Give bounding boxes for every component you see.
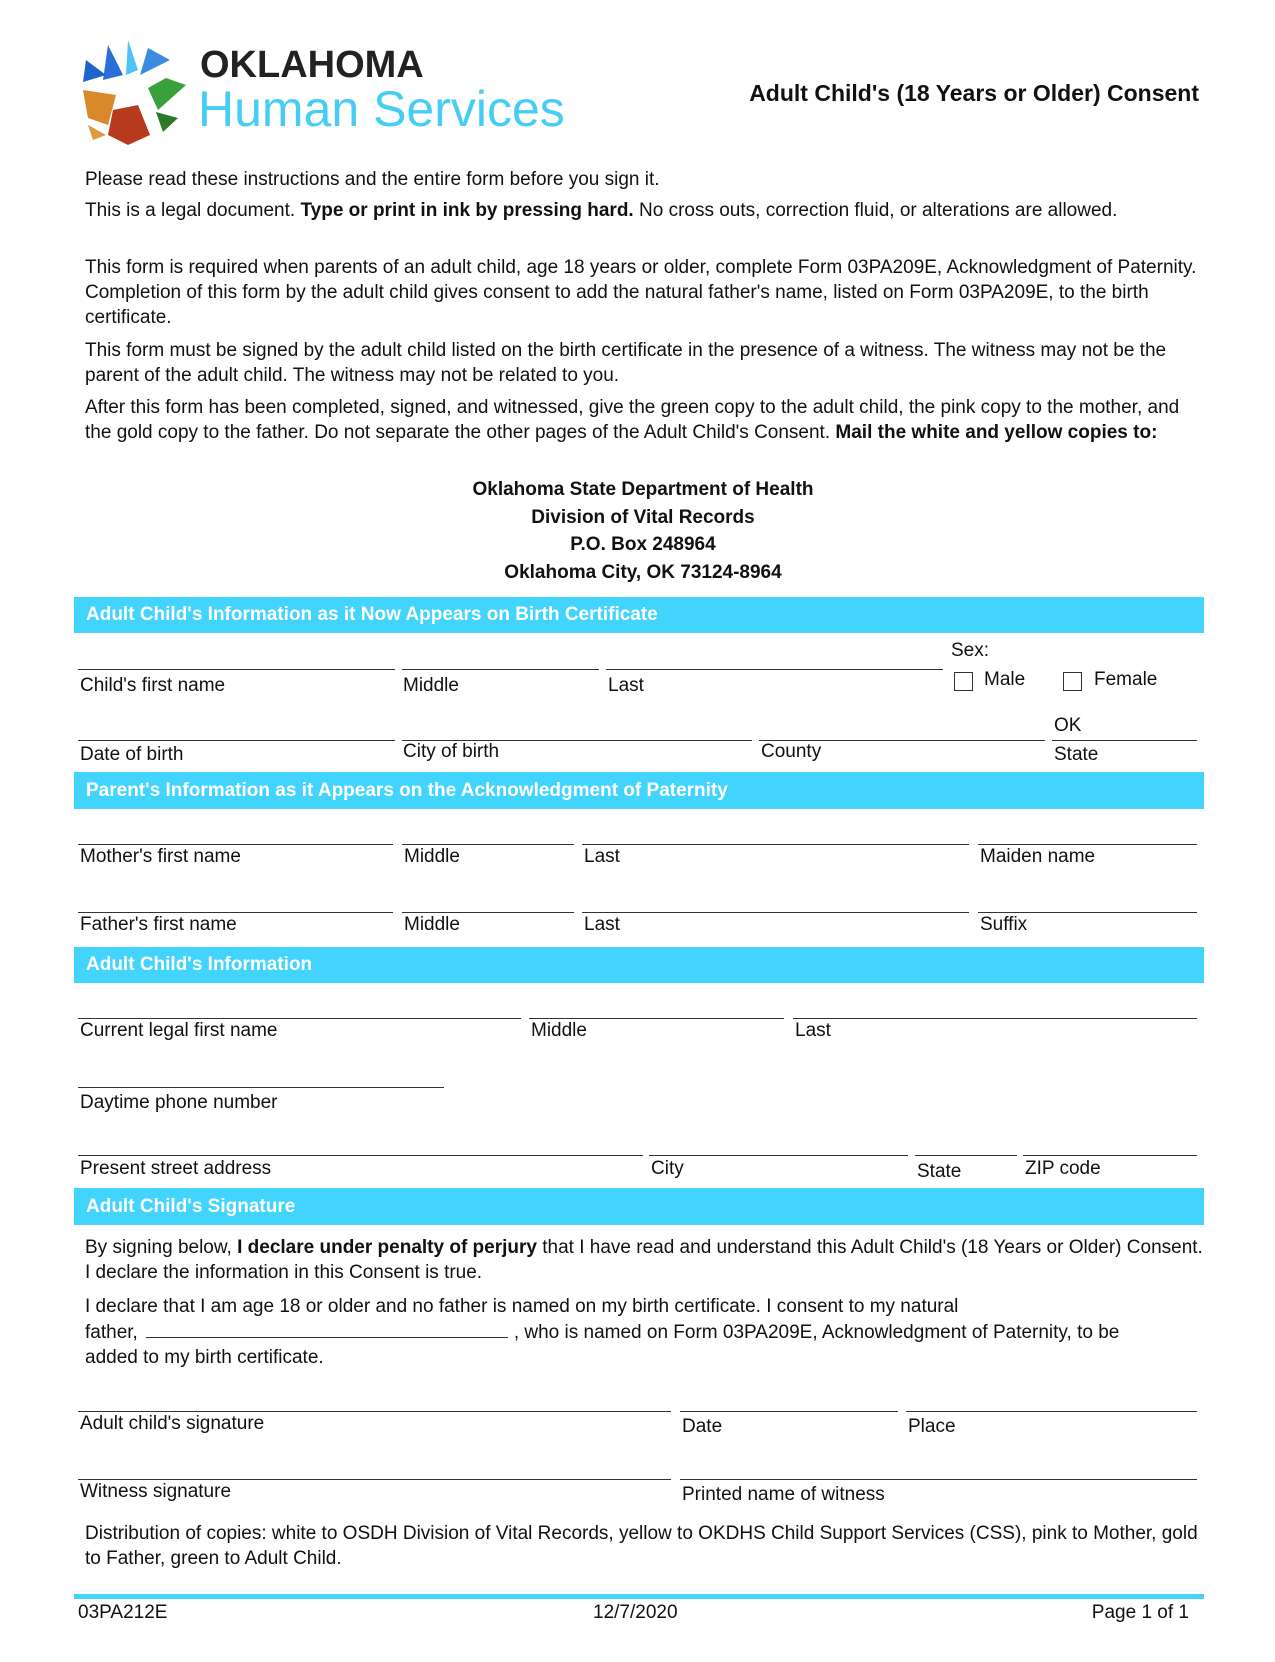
label: Daytime phone number	[80, 1092, 278, 1113]
label: Father's first name	[80, 914, 237, 935]
city-field[interactable]	[649, 1155, 908, 1156]
logo-human-services: Human Services	[198, 81, 565, 137]
page-number: Page 1 of 1	[1091, 1602, 1189, 1623]
label: Date of birth	[80, 744, 184, 765]
female-checkbox[interactable]	[1063, 672, 1082, 691]
label: ZIP code	[1025, 1158, 1101, 1179]
logo-oklahoma: OKLAHOMA	[200, 44, 424, 86]
section-header-signature: Adult Child's Signature	[74, 1188, 1204, 1225]
footer-divider	[74, 1594, 1204, 1599]
date-field[interactable]	[680, 1411, 898, 1412]
section-header-parents: Parent's Information as it Appears on the Acknowledgment of Paternity	[74, 772, 1204, 809]
label: State	[1054, 744, 1099, 765]
current-first-name-field[interactable]	[78, 1018, 521, 1019]
father-first-field[interactable]	[78, 912, 393, 913]
label: Last	[608, 675, 644, 696]
adult-child-signature-field[interactable]	[78, 1411, 671, 1412]
label: City	[651, 1158, 684, 1179]
section-header-birth-certificate: Adult Child's Information as it Now Appears on Birth Certificate	[74, 597, 1204, 633]
witness-signature-field[interactable]	[78, 1479, 671, 1480]
label: Last	[795, 1020, 831, 1041]
label: City of birth	[403, 741, 500, 762]
perjury-declaration: By signing below, I declare under penalty of perjury that I have read and understand this Adult Child's (18 Years or Older) Consent. I declare the information in this Consent is true.	[85, 1237, 1203, 1283]
child-last-field[interactable]	[606, 669, 943, 670]
label: Maiden name	[980, 846, 1096, 867]
instruction-1: Please read these instructions and the entire form before you sign it.	[85, 169, 660, 190]
mother-last-field[interactable]	[582, 844, 969, 845]
father-name-field[interactable]	[146, 1319, 508, 1338]
witness-printed-name-field[interactable]	[680, 1479, 1197, 1480]
sex-label: Sex:	[951, 640, 990, 661]
label: Present street address	[80, 1158, 272, 1179]
state-value: OK	[1054, 715, 1082, 736]
current-middle-field[interactable]	[529, 1018, 784, 1019]
instruction-2: This is a legal document. Type or print in ink by pressing hard. No cross outs, correction fluid, or alterations are allowed.	[85, 200, 1118, 221]
label: Middle	[531, 1020, 587, 1041]
date-of-birth-field[interactable]	[78, 740, 395, 741]
label: Mother's first name	[80, 846, 241, 867]
label: Male	[984, 669, 1026, 690]
instruction-4: This form must be signed by the adult child listed on the birth certificate in the presence of a witness. The witness may not be the parent of the adult child. The witness may not be related to you.	[85, 340, 1167, 386]
label: Female	[1094, 669, 1158, 690]
label: Place	[908, 1416, 956, 1437]
label: Current legal first name	[80, 1020, 278, 1041]
form-title: Adult Child's (18 Years or Older) Consent	[749, 80, 1199, 106]
phone-field[interactable]	[78, 1087, 444, 1088]
distribution-note: Distribution of copies: white to OSDH Division of Vital Records, yellow to OKDHS Child Support Services (CSS), pink to Mother, gold to Father, green to Adult Child.	[85, 1523, 1198, 1569]
mother-middle-field[interactable]	[402, 844, 574, 845]
mailing-address: Oklahoma State Department of Health Division of Vital Records P.O. Box 248964 Oklahoma City, OK 73124-8964	[472, 479, 814, 583]
oklahoma-star-logo	[78, 40, 188, 145]
label: Child's first name	[80, 675, 226, 696]
state-field[interactable]	[1052, 740, 1197, 741]
zip-field[interactable]	[1023, 1155, 1197, 1156]
instruction-5: After this form has been completed, signed, and witnessed, give the green copy to the adult child, the pink copy to the mother, and the gold copy to the father. Do not separate the other pages of the Adult Child's Consent. Mail the white and yellow copies to:	[85, 397, 1180, 443]
current-last-field[interactable]	[793, 1018, 1197, 1019]
label: Last	[584, 846, 620, 867]
maiden-name-field[interactable]	[978, 844, 1197, 845]
section-header-adult-child-info: Adult Child's Information	[74, 947, 1204, 983]
label: Middle	[404, 914, 460, 935]
father-last-field[interactable]	[582, 912, 969, 913]
label: Date	[682, 1416, 723, 1437]
label: Witness signature	[80, 1481, 232, 1502]
male-checkbox[interactable]	[954, 672, 973, 691]
form-number: 03PA212E	[78, 1602, 168, 1623]
place-field[interactable]	[906, 1411, 1197, 1412]
suffix-field[interactable]	[978, 912, 1197, 913]
label: State	[917, 1161, 962, 1182]
state-field[interactable]	[915, 1155, 1017, 1156]
label: Middle	[404, 846, 460, 867]
label: Adult child's signature	[80, 1413, 265, 1434]
consent-declaration: I declare that I am age 18 or older and no father is named on my birth certificate. I consent to my natural father, , who is named on Form 03PA209E, Acknowledgment of Paternity, to be added to my birth certificate.	[85, 1296, 1120, 1368]
mother-first-field[interactable]	[78, 844, 393, 845]
child-middle-field[interactable]	[402, 669, 599, 670]
label: Suffix	[980, 914, 1028, 935]
label: Printed name of witness	[682, 1484, 885, 1505]
instruction-3: This form is required when parents of an adult child, age 18 years or older, complete Form 03PA209E, Acknowledgment of Paternity. Completion of this form by the adult child gives consent to add the natural father's name, listed on Form 03PA209E, to the birth certificate.	[85, 257, 1197, 328]
label: County	[761, 741, 822, 762]
label: Last	[584, 914, 620, 935]
child-first-name-field[interactable]	[78, 669, 395, 670]
form-date: 12/7/2020	[593, 1602, 678, 1623]
label: Middle	[403, 675, 459, 696]
street-address-field[interactable]	[78, 1155, 643, 1156]
father-middle-field[interactable]	[402, 912, 574, 913]
